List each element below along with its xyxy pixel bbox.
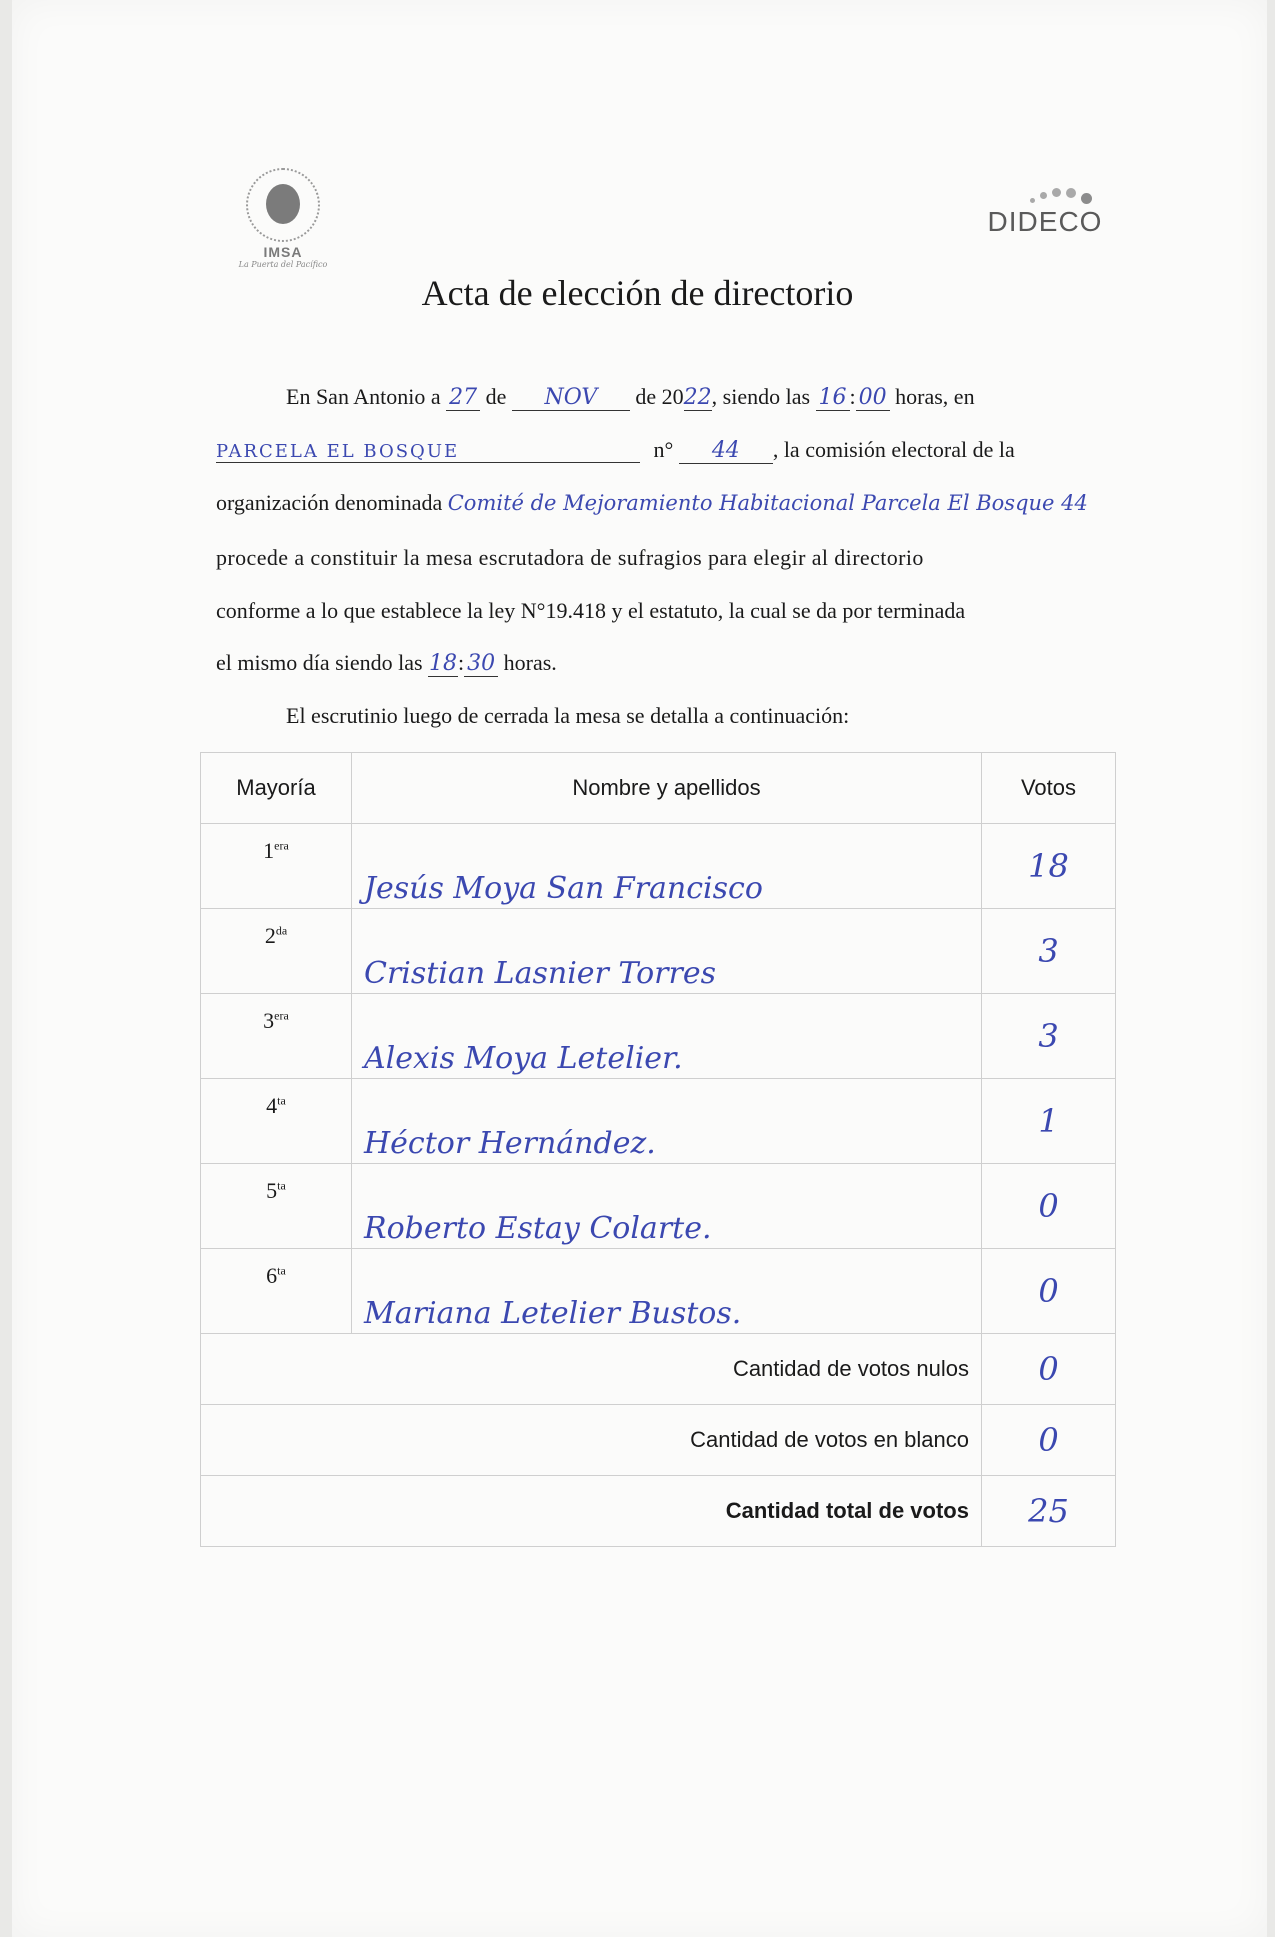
text-comision: , la comisión electoral de la: [772, 437, 1015, 462]
dideco-logo: [986, 180, 1104, 238]
table-row: [201, 1079, 1116, 1164]
table-row: [201, 994, 1116, 1079]
header-votes: Votos: [982, 753, 1116, 824]
table-intro: El escrutinio luego de cerrada la mesa se detalla a continuación:: [286, 703, 850, 728]
paragraph-line-2: [216, 437, 1015, 464]
number-value: 44: [679, 438, 773, 464]
candidate-name: Mariana Letelier Bustos.: [352, 1249, 982, 1334]
page-title: Acta de elección de directorio: [421, 273, 854, 313]
table-row: [201, 1164, 1116, 1249]
imsa-emblem-icon: [246, 168, 320, 242]
paragraph-line-6: [216, 650, 557, 677]
text-end-prefix: el mismo día siendo las: [216, 650, 423, 675]
total-votes-label: Cantidad total de votos: [201, 1476, 982, 1547]
org-name-value: Comité de Mejoramiento Habitacional Parcela El Bosque 44: [447, 491, 1088, 515]
rank-cell: $4^{ta}$: [201, 1079, 352, 1164]
text-org-label: organización denominada: [216, 490, 443, 515]
text-horas-en: horas, en: [895, 384, 975, 409]
candidate-votes: 18: [982, 824, 1116, 909]
blank-votes-value: 0: [982, 1405, 1116, 1476]
blank-votes-row: [201, 1405, 1116, 1476]
blank-votes-label: Cantidad de votos en blanco: [201, 1405, 982, 1476]
start-minutes-value: 00: [856, 385, 890, 411]
candidate-name: Héctor Hernández.: [352, 1079, 982, 1164]
candidate-votes: 3: [982, 909, 1116, 994]
paragraph-line-1: [286, 384, 975, 411]
null-votes-row: [201, 1334, 1116, 1405]
text-de-year: de 20: [635, 384, 684, 409]
votes-table: [200, 752, 1116, 1547]
header-majority: Mayoría: [201, 753, 352, 824]
candidate-name: Cristian Lasnier Torres: [352, 909, 982, 994]
end-hour-value: 18: [429, 651, 458, 676]
candidate-votes: 3: [982, 994, 1116, 1079]
text-prefix: En San Antonio a: [286, 384, 441, 409]
place-value: PARCELA EL BOSQUE: [216, 441, 640, 463]
null-votes-label: Cantidad de votos nulos: [201, 1334, 982, 1405]
candidate-votes: 1: [982, 1079, 1116, 1164]
day-value: 27: [446, 385, 480, 411]
year-value: 22: [683, 385, 712, 410]
paragraph-line-4: procede a constituir la mesa escrutadora de sufragios para elegir al directorio: [216, 545, 924, 570]
header-name: Nombre y apellidos: [352, 753, 982, 824]
imsa-logo-motto: La Puerta del Pacífico: [238, 260, 328, 269]
rank-cell: $2^{da}$: [201, 909, 352, 994]
paragraph-line-3: [216, 490, 1088, 516]
start-hour-value: 16: [816, 385, 850, 411]
text-siendo-las: , siendo las: [711, 384, 811, 409]
end-minutes-value: 30: [464, 651, 498, 677]
total-votes-value: 25: [982, 1476, 1116, 1547]
rank-cell: $6^{ta}$: [201, 1249, 352, 1334]
rank-cell: $5^{ta}$: [201, 1164, 352, 1249]
table-row: [201, 824, 1116, 909]
paragraph-line-5: conforme a lo que establece la ley N°19.418 y el estatuto, la cual se da por terminada: [216, 598, 966, 623]
imsa-logo: [218, 168, 348, 278]
rank-cell: $3^{era}$: [201, 994, 352, 1079]
candidate-name: Alexis Moya Letelier.: [352, 994, 982, 1079]
dideco-dots-icon: [986, 180, 1104, 206]
table-header-row: [201, 753, 1116, 824]
text-number-label: n°: [653, 437, 674, 462]
candidate-votes: 0: [982, 1164, 1116, 1249]
text-de: de: [485, 384, 507, 409]
text-colon-2: :: [458, 650, 465, 675]
rank-cell: $1^{era}$: [201, 824, 352, 909]
table-row: [201, 909, 1116, 994]
total-votes-row: [201, 1476, 1116, 1547]
month-value: NOV: [512, 385, 630, 411]
null-votes-value: 0: [982, 1334, 1116, 1405]
imsa-logo-name: IMSA: [263, 244, 303, 260]
candidate-votes: 0: [982, 1249, 1116, 1334]
text-colon: :: [849, 384, 856, 409]
dideco-logo-name: DIDECO: [987, 206, 1103, 237]
text-end-suffix: horas.: [503, 650, 557, 675]
table-row: [201, 1249, 1116, 1334]
candidate-name: Roberto Estay Colarte.: [352, 1164, 982, 1249]
candidate-name: Jesús Moya San Francisco: [352, 824, 982, 909]
